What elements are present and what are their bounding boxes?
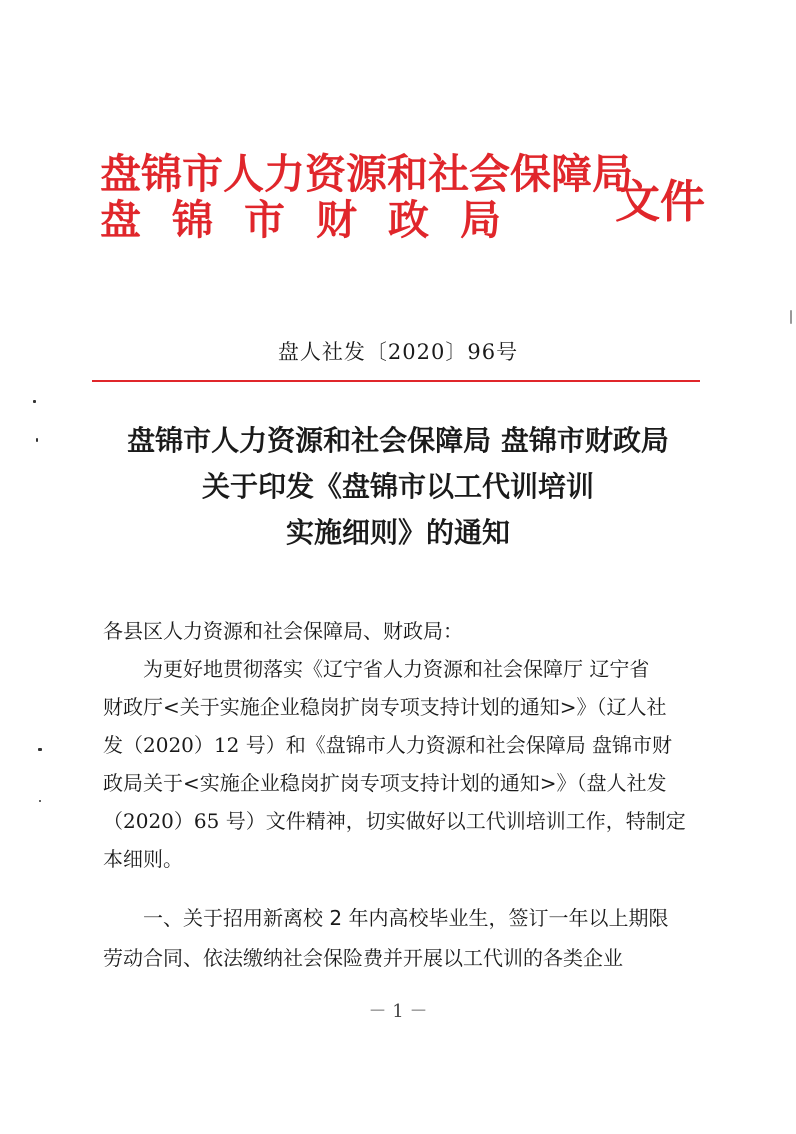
section-line-1: 一、关于招用新离校 2 年内高校毕业生，签订一年以上期限: [143, 906, 669, 930]
body-line-2: 财政厅<关于实施企业稳岗扩岗专项支持计划的通知>》（辽人社: [103, 695, 667, 719]
title-line-2: 关于印发《盘锦市以工代训培训: [201, 470, 594, 503]
document-title: [0, 418, 796, 556]
section-one: [103, 898, 713, 978]
scan-speck: [39, 800, 41, 802]
issuer-line-1: 盘锦市人力资源和社会保障局: [100, 150, 633, 198]
document-masthead: [100, 135, 720, 245]
scan-speck: [38, 748, 42, 751]
body-line-5: （2020）65 号）文件精神，切实做好以工代训培训工作，特制定: [103, 809, 686, 833]
red-divider-line: [92, 380, 700, 382]
document-body: [103, 612, 703, 878]
document-number: 盘人社发〔2020〕96号: [277, 340, 519, 364]
body-line-1: 为更好地贯彻落实《辽宁省人力资源和社会保障厅 辽宁省: [143, 657, 650, 681]
section-line-2: 劳动合同、依法缴纳社会保险费并开展以工代训的各类企业: [103, 946, 623, 970]
scan-speck: [36, 438, 38, 442]
document-type-label: 文件: [615, 175, 706, 228]
page-number: － 1 －: [368, 1001, 428, 1022]
issuer-line-2: 盘锦市财政局: [100, 196, 532, 244]
title-line-3: 实施细则》的通知: [285, 516, 510, 549]
title-line-1: 盘锦市人力资源和社会保障局 盘锦市财政局: [127, 424, 669, 457]
scan-speck: [33, 400, 36, 403]
body-line-3: 发（2020）12 号）和《盘锦市人力资源和社会保障局 盘锦市财: [103, 733, 673, 757]
body-line-4: 政局关于<实施企业稳岗扩岗专项支持计划的通知>》（盘人社发: [103, 771, 667, 795]
body-line-6: 本细则。: [103, 847, 183, 871]
scan-speck: [790, 310, 792, 324]
salutation: 各县区人力资源和社会保障局、财政局：: [103, 619, 463, 643]
